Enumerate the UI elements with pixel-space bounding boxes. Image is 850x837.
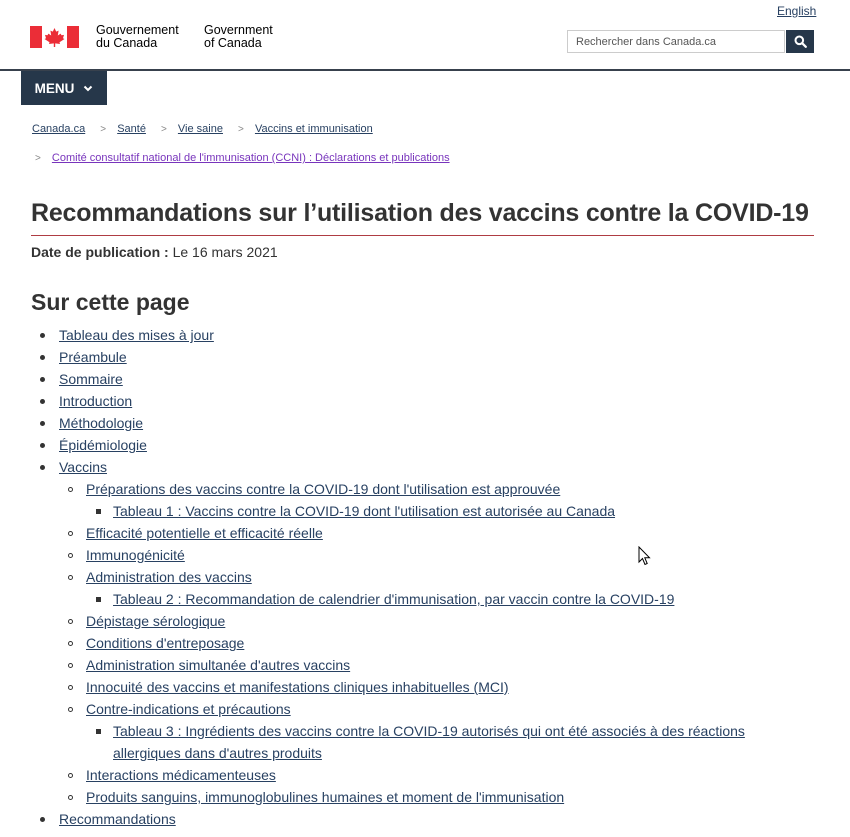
- circle-bullet-icon: [68, 641, 73, 646]
- gov-en-line1: Government: [204, 23, 273, 37]
- toc-link[interactable]: Innocuité des vaccins et manifestations cliniques inhabituelles (MCI): [86, 679, 509, 695]
- toc-link[interactable]: Vaccins: [59, 459, 107, 475]
- toc-link[interactable]: Tableau 2 : Recommandation de calendrier d'immunisation, par vaccin contre la COVID-19: [113, 591, 675, 607]
- breadcrumb-link[interactable]: Canada.ca: [32, 123, 86, 135]
- circle-bullet-icon: [68, 619, 73, 624]
- circle-bullet-icon: [68, 795, 73, 800]
- disc-bullet-icon: [40, 421, 45, 426]
- toc-link[interactable]: Efficacité potentielle et efficacité réelle: [86, 525, 323, 541]
- date-value: Le 16 mars 2021: [172, 244, 278, 260]
- government-name-fr: [96, 24, 179, 50]
- list-item-continuation: [113, 742, 322, 764]
- toc-link[interactable]: Administration des vaccins: [86, 569, 252, 585]
- menu-label: MENU: [34, 80, 75, 96]
- title-underline: [31, 235, 814, 236]
- toc-link[interactable]: Interactions médicamenteuses: [86, 767, 276, 783]
- canada-flag-icon: [30, 26, 79, 48]
- toc-link[interactable]: Tableau 1 : Vaccins contre la COVID-19 dont l'utilisation est autorisée au Canada: [113, 503, 616, 519]
- disc-bullet-icon: [40, 443, 45, 448]
- toc-link[interactable]: Tableau 3 : Ingrédients des vaccins contre la COVID-19 autorisés qui ont été associés à des réactions: [113, 723, 745, 739]
- toc-link[interactable]: Sommaire: [59, 371, 123, 387]
- government-name-en: [204, 24, 273, 50]
- circle-bullet-icon: [68, 487, 73, 492]
- gov-fr-line1: Gouvernement: [96, 23, 179, 37]
- toc-link[interactable]: Tableau des mises à jour: [59, 327, 214, 343]
- toc-link[interactable]: Méthodologie: [59, 415, 144, 431]
- toc-link[interactable]: Introduction: [59, 393, 133, 409]
- disc-bullet-icon: [40, 465, 45, 470]
- square-bullet-icon: [96, 597, 101, 602]
- disc-bullet-icon: [40, 355, 45, 360]
- disc-bullet-icon: [40, 399, 45, 404]
- search-button[interactable]: [786, 30, 814, 53]
- circle-bullet-icon: [68, 553, 73, 558]
- breadcrumb-link[interactable]: Santé: [117, 123, 146, 135]
- toc-link[interactable]: Produits sanguins, immunoglobulines humaines et moment de l'immunisation: [86, 789, 565, 805]
- gov-fr-line2: du Canada: [96, 36, 158, 50]
- search-input[interactable]: [567, 30, 785, 53]
- circle-bullet-icon: [68, 663, 73, 668]
- toc-link[interactable]: Préparations des vaccins contre la COVID-19 dont l'utilisation est approuvée: [86, 481, 561, 497]
- breadcrumb-separator-icon: >: [238, 124, 244, 135]
- toc-link[interactable]: Recommandations: [59, 811, 176, 827]
- disc-bullet-icon: [40, 377, 45, 382]
- circle-bullet-icon: [68, 685, 73, 690]
- language-toggle-link[interactable]: English: [777, 4, 817, 18]
- magnifier-icon: [794, 35, 807, 48]
- disc-bullet-icon: [40, 333, 45, 338]
- toc-link[interactable]: Administration simultanée d'autres vaccins: [86, 657, 351, 673]
- breadcrumb-link[interactable]: Vie saine: [177, 123, 223, 135]
- toc-link[interactable]: allergiques dans d'autres produits: [113, 745, 322, 761]
- date-label: Date de publication :: [31, 244, 169, 260]
- circle-bullet-icon: [68, 575, 73, 580]
- circle-bullet-icon: [68, 531, 73, 536]
- toc-link[interactable]: Dépistage sérologique: [86, 613, 226, 629]
- square-bullet-icon: [96, 509, 101, 514]
- breadcrumb-separator-icon: >: [35, 153, 41, 164]
- menu-button[interactable]: [21, 71, 107, 105]
- chevron-down-icon: [83, 85, 93, 92]
- toc-link[interactable]: Contre-indications et précautions: [86, 701, 291, 717]
- toc-link[interactable]: Épidémiologie: [59, 437, 147, 453]
- disc-bullet-icon: [40, 817, 45, 822]
- breadcrumb-link[interactable]: Comité consultatif national de l'immunisation (CCNI) : Déclarations et publications: [51, 152, 450, 164]
- publication-date: [31, 244, 278, 260]
- toc-link[interactable]: Préambule: [59, 349, 127, 365]
- circle-bullet-icon: [68, 707, 73, 712]
- breadcrumb-link[interactable]: Vaccins et immunisation: [254, 123, 373, 135]
- circle-bullet-icon: [68, 773, 73, 778]
- toc-link[interactable]: Immunogénicité: [86, 547, 185, 563]
- square-bullet-icon: [96, 729, 101, 734]
- breadcrumb-separator-icon: >: [161, 124, 167, 135]
- gov-en-line2: of Canada: [204, 36, 262, 50]
- header-divider: [0, 69, 850, 71]
- toc-heading: Sur cette page: [31, 289, 190, 315]
- mouse-pointer-icon: [638, 546, 651, 566]
- breadcrumb-separator-icon: >: [100, 124, 107, 135]
- page-title: Recommandations sur l’utilisation des vaccins contre la COVID-19: [31, 199, 809, 227]
- toc-link[interactable]: Conditions d'entreposage: [86, 635, 245, 651]
